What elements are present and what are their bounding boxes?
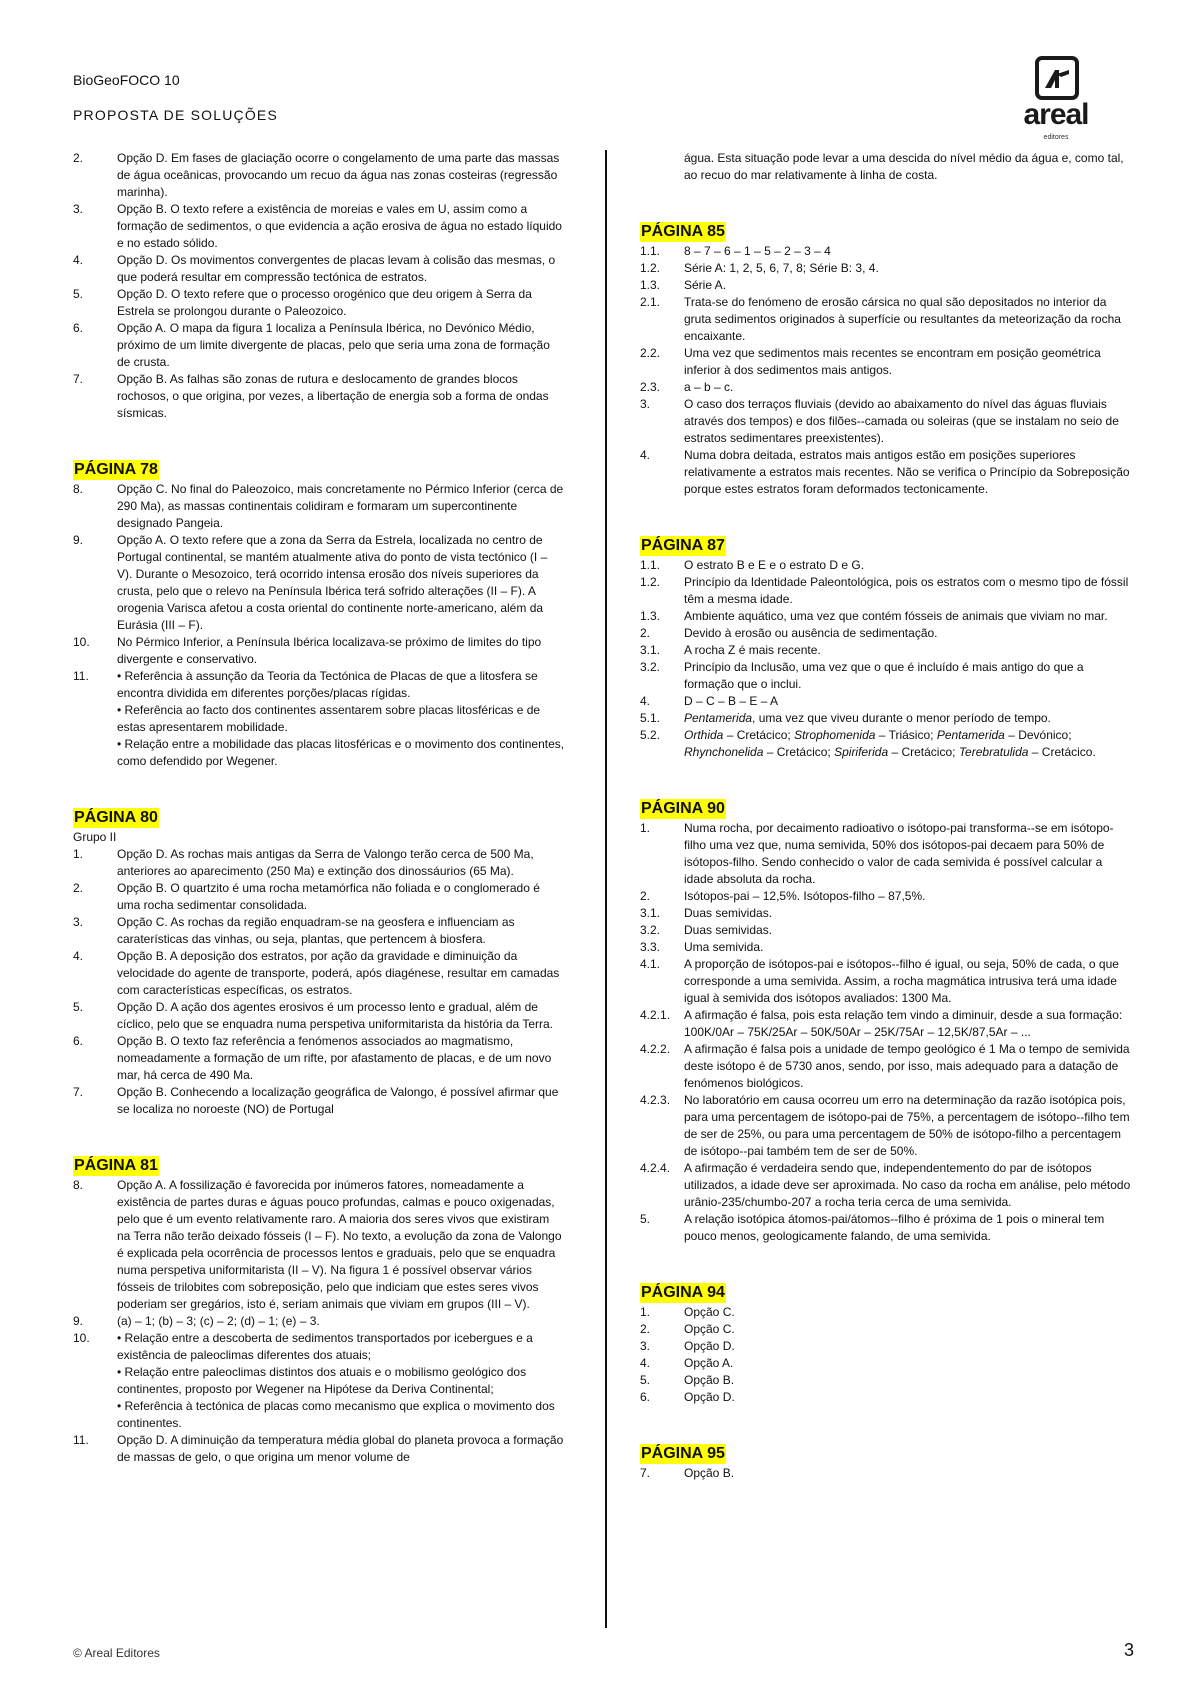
item-text: A afirmação é verdadeira sendo que, independentemento do par de isótopos utilizados, a idade deve ser aproximada. No caso da rocha em análise, pelo método urânio-235/chumbo-207 a rocha teria cerca de uma semivida. bbox=[684, 1161, 1131, 1209]
list-item bbox=[73, 1313, 565, 1330]
section-heading: PÁGINA 95 bbox=[641, 1445, 725, 1462]
item-number: 3.2. bbox=[640, 660, 661, 674]
item-text: Opção A. O texto refere que a zona da Serra da Estrela, localizada no centro de Portugal continental, se mantém atualmente ativa do ponto de vista tectónico (I – V). Durante o Mesozoico, terá ocorrido intensa erosão dos níveis superiores da crusta, pelo que o relevo na Península Ibérica terá sofrido alterações (II – F). A orogenia Varisca afetou a costa oriental do continente norte-americano, além da Eurásia (III – F). bbox=[117, 533, 548, 632]
list-item bbox=[640, 956, 1132, 1007]
section-page-78 bbox=[73, 460, 565, 770]
item-number: 3. bbox=[73, 915, 84, 929]
list-item bbox=[640, 294, 1132, 345]
taxon-period: – Cretácico; bbox=[763, 745, 835, 759]
item-number: 11. bbox=[73, 669, 89, 683]
item-number: 7. bbox=[73, 372, 84, 386]
intro-answers bbox=[73, 150, 565, 422]
taxon-period: – Cretácico; bbox=[723, 728, 795, 742]
section-heading: PÁGINA 78 bbox=[74, 461, 158, 478]
item-text: O estrato B e E e o estrato D e G. bbox=[684, 558, 865, 572]
item-number: 2. bbox=[73, 881, 84, 895]
section-page-80 bbox=[73, 808, 565, 1118]
logo-wordmark: areal bbox=[1023, 98, 1089, 131]
list-item bbox=[73, 320, 565, 371]
item-number: 6. bbox=[73, 321, 84, 335]
item-number: 5. bbox=[73, 287, 84, 301]
list-item bbox=[640, 379, 1132, 396]
document-title: BioGeoFOCO 10 bbox=[73, 72, 180, 88]
item-number: 6. bbox=[640, 1390, 651, 1404]
item-number: 5. bbox=[640, 1373, 651, 1387]
list-item bbox=[73, 481, 565, 532]
item-text: Duas semividas. bbox=[684, 906, 773, 920]
item-text: Princípio da Identidade Paleontológica, pois os estratos com o mesmo tipo de fóssil têm a mesma idade. bbox=[684, 575, 1129, 606]
item-number: 4.2.4. bbox=[640, 1161, 671, 1175]
list-item bbox=[73, 1330, 565, 1364]
list-item bbox=[640, 939, 1132, 956]
item-number: 4. bbox=[640, 1356, 651, 1370]
list-item bbox=[640, 1160, 1132, 1211]
item-text: Uma semivida. bbox=[684, 940, 764, 954]
item-number: 4.2.3. bbox=[640, 1093, 671, 1107]
list-item bbox=[640, 1465, 1132, 1482]
item-number: 8. bbox=[73, 482, 84, 496]
item-number: 4. bbox=[640, 448, 651, 462]
list-item bbox=[640, 1355, 1132, 1372]
section-heading: PÁGINA 85 bbox=[641, 223, 725, 240]
section-page-95 bbox=[640, 1444, 1132, 1482]
item-text: Opção D. O texto refere que o processo orogénico que deu origem à Serra da Estrela se prolongou durante o Paleozoico. bbox=[117, 287, 532, 318]
document-subtitle: PROPOSTA DE SOLUÇÕES bbox=[73, 107, 279, 123]
item-number: 1. bbox=[640, 1305, 651, 1319]
copyright-notice: © Areal Editores bbox=[73, 1646, 160, 1660]
taxon-name: Rhynchonelida bbox=[684, 745, 764, 759]
section-page-87 bbox=[640, 536, 1132, 761]
list-item bbox=[640, 447, 1132, 498]
list-item bbox=[73, 846, 565, 880]
item-continuation: • Relação entre a mobilidade das placas litosféricas e o movimento dos continentes, como defendido por Wegener. bbox=[117, 737, 565, 768]
list-item bbox=[640, 1007, 1132, 1041]
item-number: 3.1. bbox=[640, 643, 661, 657]
item-number: 1.2. bbox=[640, 575, 661, 589]
item-number: 7. bbox=[640, 1466, 651, 1480]
item-text: No laboratório em causa ocorreu um erro na determinação da razão isotópica pois, para uma percentagem de isótopo-pai de 75%, a percentagem de isótopo-‑filho tem de ser de 25%, ou para uma percentagem de 50% de isótopo-filho a percentagem de isótopo-‑pai também tem de ser de 50%. bbox=[684, 1093, 1130, 1158]
item-number: 4. bbox=[640, 694, 651, 708]
list-item bbox=[640, 608, 1132, 625]
list-item bbox=[640, 277, 1132, 294]
list-item bbox=[73, 880, 565, 914]
item-text: Opção D. Em fases de glaciação ocorre o congelamento de uma parte das massas de água oceânicas, provocando um recuo da água nas zonas costeiras (regressão marinha). bbox=[117, 151, 560, 199]
list-item bbox=[640, 260, 1132, 277]
list-item bbox=[73, 201, 565, 252]
item-text: Numa rocha, por decaimento radioativo o isótopo-pai transforma-‑se em isótopo-filho uma vez que, numa semivida, 50% dos isótopos-pai decaem para 50% de isótopos-filho. Sendo conhecido o valor de cada semivida é possível calcular a idade absoluta da rocha. bbox=[684, 821, 1114, 886]
item-text: Opção B. bbox=[684, 1373, 735, 1387]
item-continuation: • Referência ao facto dos continentes assentarem sobre placas litosféricas e de estas apresentarem mobilidade. bbox=[117, 703, 541, 734]
item-text: Opção A. bbox=[684, 1356, 734, 1370]
list-item bbox=[640, 1338, 1132, 1355]
item-text: a – b – c. bbox=[684, 380, 734, 394]
item-number: 10. bbox=[73, 1331, 90, 1345]
list-item bbox=[640, 888, 1132, 905]
item-number: 4.2.1. bbox=[640, 1008, 671, 1022]
item-text: Opção B. O quartzito é uma rocha metamórfica não foliada e o conglomerado é uma rocha sedimentar consolidada. bbox=[117, 881, 540, 912]
list-item bbox=[640, 1372, 1132, 1389]
taxon-period: – Cretácico; bbox=[888, 745, 959, 759]
item-text: O caso dos terraços fluviais (devido ao abaixamento do nível das águas fluviais através dos tempos) e dos filões-‑camada ou soleiras (que se instalam no seio de estratos sedimentares preexistentes). bbox=[684, 397, 1119, 445]
item-number: 4. bbox=[73, 949, 84, 963]
section-heading: PÁGINA 87 bbox=[641, 537, 725, 554]
list-item bbox=[640, 1211, 1132, 1245]
item-number: 4.2.2. bbox=[640, 1042, 671, 1056]
list-item bbox=[73, 252, 565, 286]
list-item bbox=[640, 1321, 1132, 1338]
item-text: • Relação entre a descoberta de sedimentos transportados por icebergues e a existência de paleoclimas diferentes dos atuais; bbox=[117, 1331, 533, 1362]
taxon-period: – Triásico; bbox=[875, 728, 937, 742]
item-number: 1.1. bbox=[640, 244, 661, 258]
item-continuation: • Relação entre paleoclimas distintos dos atuais e o mobilismo geológico dos continentes, proposto por Wegener na Hipótese da Deriva Continental; bbox=[117, 1365, 527, 1396]
list-item bbox=[73, 371, 565, 422]
logo-emblem-icon bbox=[1035, 56, 1079, 100]
item-text: A rocha Z é mais recente. bbox=[684, 643, 821, 657]
section-heading: PÁGINA 80 bbox=[74, 809, 158, 826]
item-text: Opção C. bbox=[684, 1322, 735, 1336]
item-text: Opção B. bbox=[684, 1466, 735, 1480]
taxon-name: Strophomenida bbox=[794, 728, 876, 742]
item-text: Opção C. As rochas da região enquadram-se na geosfera e influenciam as caraterísticas das vinhas, ou seja, plantas, que pertencem à biosfera. bbox=[117, 915, 515, 946]
section-page-81 bbox=[73, 1156, 565, 1466]
section-page-85 bbox=[640, 222, 1132, 498]
list-item bbox=[640, 693, 1132, 710]
column-divider bbox=[605, 150, 607, 1628]
item-text: Opção C. No final do Paleozoico, mais concretamente no Pérmico Inferior (cerca de 290 Ma), as massas continentais colidiram e formaram um supercontinente designado Pangeia. bbox=[117, 482, 564, 530]
item-number: 2.2. bbox=[640, 346, 661, 360]
taxon-name: Orthida bbox=[684, 728, 724, 742]
publisher-logo bbox=[1008, 54, 1104, 140]
item-number: 2. bbox=[73, 151, 84, 165]
item-number: 3. bbox=[640, 397, 651, 411]
item-number: 2. bbox=[640, 889, 651, 903]
list-item bbox=[73, 1432, 565, 1466]
item-text: Opção A. A fossilização é favorecida por inúmeros fatores, nomeadamente a existência de partes duras e águas pouco profundas, calmas e pouco oxigenadas, pelo que é um evento relativamente raro. A maioria dos seres vivos que existiram na Terra não terão deixado fósseis (I – F). No texto, a evolução da zona de Valongo é explicada pela ocorrência de processos lentos e graduais, pelo que se enquadra numa perspetiva uniformitarista (II – V). Na figura 1 é possível observar vários fósseis de trilobites com sobreposição, pelo que indiciam que estes seres vivos poderiam ser gregários, isto é, seriam animais que viviam em grupos (III – V). bbox=[117, 1178, 562, 1311]
item-text: A proporção de isótopos-pai e isótopos-‑filho é igual, ou seja, 50% de cada, o que corresponde a uma semivida. Assim, a rocha magmática intrusiva terá uma idade igual à semivida dos isótopos avaliados: 1300 Ma. bbox=[684, 957, 1119, 1005]
item-text: Opção D. A diminuição da temperatura média global do planeta provoca a formação de massas de gelo, o que origina um menor volume de bbox=[117, 1433, 564, 1464]
list-item bbox=[640, 243, 1132, 260]
item-number: 1.2. bbox=[640, 261, 661, 275]
list-item bbox=[73, 999, 565, 1033]
item-number: 9. bbox=[73, 1314, 84, 1328]
list-item bbox=[640, 1389, 1132, 1406]
list-item bbox=[73, 914, 565, 948]
item-number: 3. bbox=[73, 202, 84, 216]
list-item bbox=[640, 905, 1132, 922]
item-text: Série A. bbox=[684, 278, 727, 292]
list-item bbox=[640, 642, 1132, 659]
left-column bbox=[73, 150, 565, 1625]
item-text: Uma vez que sedimentos mais recentes se encontram em posição geométrica inferior à dos sedimentos mais antigos. bbox=[684, 346, 1101, 377]
item-text: • Referência à assunção da Teoria da Tectónica de Placas de que a litosfera se encontra dividida em diferentes porções/placas rígidas. bbox=[117, 669, 538, 700]
item-number: 3. bbox=[640, 1339, 651, 1353]
list-item bbox=[640, 820, 1132, 888]
taxon-period: – Devónico; bbox=[1004, 728, 1072, 742]
item-number: 4.1. bbox=[640, 957, 661, 971]
item-number: 2. bbox=[640, 1322, 651, 1336]
item-number: 10. bbox=[73, 635, 90, 649]
item-text: D – C – B – E – A bbox=[684, 694, 779, 708]
item-text: A afirmação é falsa pois a unidade de tempo geológico é 1 Ma o tempo de semivida deste isótopo é de 5730 anos, sendo, por isso, mais adequado para a datação de fenómenos biológicos. bbox=[684, 1042, 1130, 1090]
taxon-period: – Cretácico. bbox=[1028, 745, 1096, 759]
item-text-rest: , uma vez que viveu durante o menor período de tempo. bbox=[752, 711, 1051, 725]
item-text: 8 – 7 – 6 – 1 – 5 – 2 – 3 – 4 bbox=[684, 244, 831, 258]
list-item bbox=[640, 922, 1132, 939]
item-continuation: água. Esta situação pode levar a uma descida do nível médio da água e, como tal, ao recuo do mar relativamente à linha de costa. bbox=[684, 151, 1124, 182]
section-page-94 bbox=[640, 1283, 1132, 1406]
page-number: 3 bbox=[1124, 1640, 1135, 1660]
list-item bbox=[640, 396, 1132, 447]
item-number: 2.1. bbox=[640, 295, 661, 309]
list-item bbox=[640, 345, 1132, 379]
group-label: Grupo II bbox=[73, 830, 117, 844]
list-item bbox=[73, 1177, 565, 1313]
item-text: Ambiente aquático, uma vez que contém fósseis de animais que viviam no mar. bbox=[684, 609, 1108, 623]
item-text: Opção D. Os movimentos convergentes de placas levam à colisão das mesmas, o que poderá resultar em compressão tectónica de estratos. bbox=[117, 253, 556, 284]
item-number: 1. bbox=[640, 821, 651, 835]
item-text: Opção B. O texto refere a existência de moreias e vales em U, assim como a formação de sedimentos, o que evidencia a ação erosiva de água no estado líquido e no estado sólido. bbox=[117, 202, 562, 250]
item-text: Opção D. A ação dos agentes erosivos é um processo lento e gradual, além de cíclico, pelo que se enquadra numa perspetiva uniformitarista da história da Terra. bbox=[117, 1000, 554, 1031]
item-number: 6. bbox=[73, 1034, 84, 1048]
item-text: Princípio da Inclusão, uma vez que o que é incluído é mais antigo do que a formação que o inclui. bbox=[684, 660, 1084, 691]
list-item bbox=[73, 150, 565, 201]
taxon-name: Pentamerida bbox=[936, 728, 1005, 742]
list-item bbox=[640, 1304, 1132, 1321]
item-number: 1.1. bbox=[640, 558, 661, 572]
item-number: 1.3. bbox=[640, 278, 661, 292]
item-text: Numa dobra deitada, estratos mais antigos estão em posições superiores relativamente a estratos mais recentes. Não se verifica o Princípio da Sobreposição porque estes estratos foram deformados tectonicamente. bbox=[684, 448, 1130, 496]
item-number: 3.1. bbox=[640, 906, 661, 920]
item-number: 1. bbox=[73, 847, 84, 861]
item-number: 5. bbox=[73, 1000, 84, 1014]
list-item bbox=[73, 634, 565, 668]
item-number: 3.3. bbox=[640, 940, 661, 954]
list-item bbox=[73, 286, 565, 320]
list-item bbox=[73, 948, 565, 999]
item-text: A afirmação é falsa, pois esta relação tem vindo a diminuir, desde a sua formação: 100K/0Ar – 75K/25Ar – 50K/50Ar – 25K/75Ar – 12,5K/87,5Ar – ... bbox=[684, 1008, 1123, 1039]
list-item bbox=[640, 659, 1132, 693]
list-item bbox=[73, 1084, 565, 1118]
list-item bbox=[640, 574, 1132, 608]
section-heading: PÁGINA 81 bbox=[74, 1157, 158, 1174]
item-number: 3.2. bbox=[640, 923, 661, 937]
item-number: 2. bbox=[640, 626, 651, 640]
item-text: Opção A. O mapa da figura 1 localiza a Península Ibérica, no Devónico Médio, próximo de um limite divergente de placas, pelo que seria uma zona de formação de crusta. bbox=[117, 321, 550, 369]
item-number: 4. bbox=[73, 253, 84, 267]
item-text: Opção B. As falhas são zonas de rutura e deslocamento de grandes blocos rochosos, o que origina, por vezes, a libertação de energia sob a forma de ondas sísmicas. bbox=[117, 372, 549, 420]
item-text: No Pérmico Inferior, a Península Ibérica localizava-se próximo de limites do tipo divergente e conservativo. bbox=[117, 635, 542, 666]
item-continuation: • Referência à tectónica de placas como mecanismo que explica o movimento dos continentes. bbox=[117, 1399, 555, 1430]
item-text: Opção D. bbox=[684, 1339, 735, 1353]
item-text: Opção C. bbox=[684, 1305, 735, 1319]
item-text bbox=[684, 710, 1132, 727]
list-item bbox=[640, 727, 1132, 761]
taxon-name: Pentamerida bbox=[684, 711, 753, 725]
list-item bbox=[640, 557, 1132, 574]
item-number: 2.3. bbox=[640, 380, 661, 394]
section-heading: PÁGINA 94 bbox=[641, 1284, 725, 1301]
list-item bbox=[73, 668, 565, 702]
item-number: 11. bbox=[73, 1433, 89, 1447]
item-text: Opção D. bbox=[684, 1390, 735, 1404]
item-number: 9. bbox=[73, 533, 84, 547]
item-number: 5. bbox=[640, 1212, 651, 1226]
list-item bbox=[640, 1092, 1132, 1160]
list-item bbox=[73, 532, 565, 634]
section-heading: PÁGINA 90 bbox=[641, 800, 725, 817]
taxon-name: Terebratulida bbox=[958, 745, 1029, 759]
list-item bbox=[640, 710, 1132, 727]
item-text: Série A: 1, 2, 5, 6, 7, 8; Série B: 3, 4. bbox=[684, 261, 879, 275]
item-number: 7. bbox=[73, 1085, 84, 1099]
item-text: Trata-se do fenómeno de erosão cársica no qual são depositados no interior da gruta sedimentos originados à superfície ou resultantes da meteorização da rocha encaixante. bbox=[684, 295, 1121, 343]
section-page-90 bbox=[640, 799, 1132, 1245]
logo-subtext: editores bbox=[1043, 134, 1069, 141]
item-text: Opção B. Conhecendo a localização geográfica de Valongo, é possível afirmar que se localiza no noroeste (NO) de Portugal bbox=[117, 1085, 559, 1116]
item-number: 5.1. bbox=[640, 711, 661, 725]
item-number: 1.3. bbox=[640, 609, 661, 623]
item-text bbox=[684, 727, 1132, 761]
item-text: Opção B. A deposição dos estratos, por ação da gravidade e diminuição da velocidade do agente de transporte, poderá, após diagénese, resultar em camadas com características específicas, os estratos. bbox=[117, 949, 560, 997]
item-number: 8. bbox=[73, 1178, 84, 1192]
list-item bbox=[640, 1041, 1132, 1092]
item-text: (a) – 1; (b) – 3; (c) – 2; (d) – 1; (e) – 3. bbox=[117, 1314, 320, 1328]
item-text: Opção D. As rochas mais antigas da Serra de Valongo terão cerca de 500 Ma, anteriores ao aparecimento (250 Ma) e extinção dos dinossáurios (65 Ma). bbox=[117, 847, 534, 878]
item-text: Duas semividas. bbox=[684, 923, 773, 937]
list-item bbox=[640, 625, 1132, 642]
item-text: A relação isotópica átomos-pai/átomos-‑filho é próxima de 1 pois o mineral tem pouco menos, geologicamente falando, de uma semivida. bbox=[684, 1212, 1105, 1243]
item-text: Isótopos-pai – 12,5%. Isótopos-filho – 87,5%. bbox=[684, 889, 926, 903]
taxon-name: Spiriferida bbox=[834, 745, 889, 759]
item-number: 5.2. bbox=[640, 728, 661, 742]
right-column bbox=[640, 150, 1132, 1625]
list-item bbox=[73, 1033, 565, 1084]
item-text: Opção B. O texto faz referência a fenómenos associados ao magmatismo, nomeadamente a formação de um rifte, por afastamento de placas, e de um novo mar, há cerca de 490 Ma. bbox=[117, 1034, 552, 1082]
item-text: Devido à erosão ou ausência de sedimentação. bbox=[684, 626, 938, 640]
